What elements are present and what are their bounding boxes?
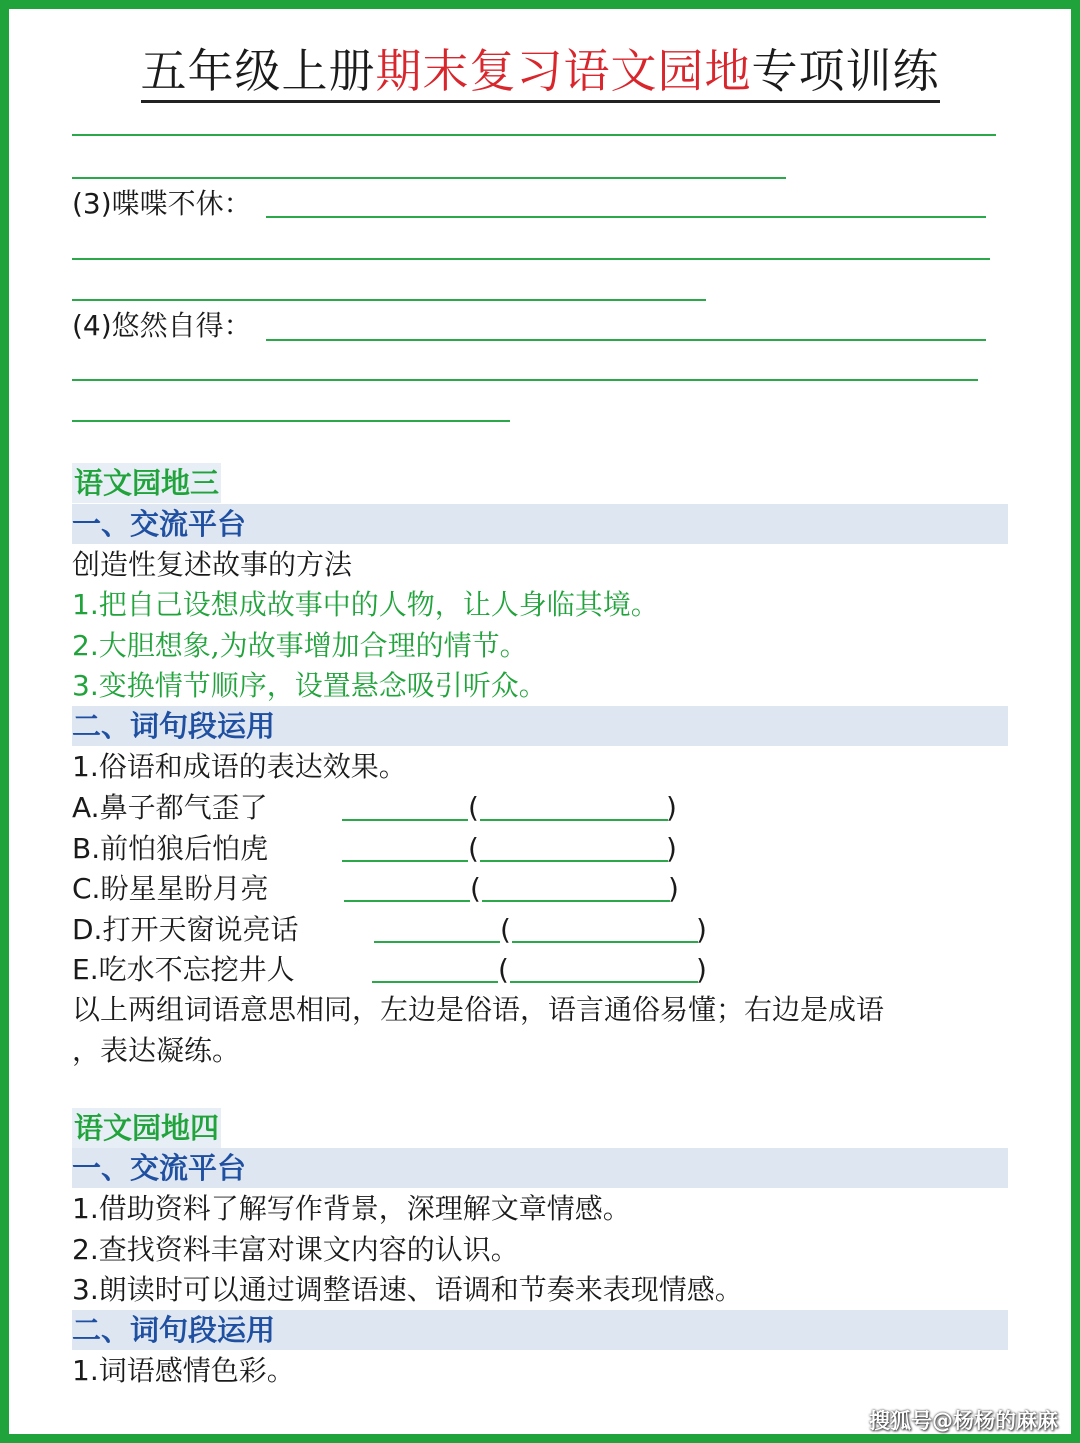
method-intro: 创造性复述故事的方法 bbox=[72, 548, 353, 581]
idiom-meaning-blank[interactable] bbox=[480, 819, 668, 821]
idiom-answer-blank[interactable] bbox=[374, 941, 500, 943]
item-number: 1. bbox=[72, 588, 99, 621]
idiom-answer-blank[interactable] bbox=[372, 981, 498, 983]
summary-text-line2: ，表达凝练。 bbox=[72, 1034, 241, 1067]
question-label: 悠然自得： bbox=[111, 309, 252, 342]
page-title bbox=[0, 36, 1080, 106]
item-number: 3. bbox=[72, 1273, 99, 1306]
title-part-grade: 五年级上册 bbox=[140, 44, 376, 98]
item-number: 1. bbox=[72, 1192, 99, 1225]
idiom-meaning-blank[interactable] bbox=[512, 941, 698, 943]
item-text: 吃水不忘挖井人 bbox=[98, 953, 295, 986]
item-number: 1. bbox=[72, 1354, 99, 1387]
item-letter: E. bbox=[72, 953, 99, 986]
idiom-label bbox=[72, 950, 295, 990]
item-text: 词语感情色彩。 bbox=[98, 1354, 295, 1387]
summary-text-line1: 以上两组词语意思相同，左边是俗语，语言通俗易懂；右边是成语 bbox=[72, 993, 885, 1026]
idiom-meaning-blank[interactable] bbox=[480, 860, 668, 862]
close-paren: ) bbox=[668, 872, 679, 905]
question-4 bbox=[72, 306, 252, 346]
point-item bbox=[72, 1189, 631, 1229]
answer-line[interactable] bbox=[72, 420, 510, 422]
idiom-label bbox=[72, 869, 268, 909]
answer-line[interactable] bbox=[72, 177, 786, 179]
task-heading bbox=[72, 1351, 295, 1391]
idiom-answer-blank[interactable] bbox=[344, 900, 470, 902]
idiom-answer-blank[interactable] bbox=[342, 819, 468, 821]
answer-line[interactable] bbox=[72, 299, 706, 301]
question-number: (3) bbox=[72, 187, 112, 220]
method-item bbox=[72, 585, 659, 625]
point-item bbox=[72, 1230, 519, 1270]
title-part-topic: 期末复习语文园地 bbox=[375, 44, 752, 98]
answer-line[interactable] bbox=[72, 379, 978, 381]
idiom-label bbox=[72, 788, 268, 828]
idiom-label bbox=[72, 829, 268, 869]
item-letter: A. bbox=[72, 791, 100, 824]
item-number: 1. bbox=[72, 750, 99, 783]
open-paren: ( bbox=[468, 832, 479, 865]
section-heading-garden-3: 语文园地三 bbox=[72, 463, 221, 503]
idiom-meaning-blank[interactable] bbox=[482, 900, 670, 902]
idiom-meaning-blank[interactable] bbox=[510, 981, 698, 983]
item-number: 3. bbox=[72, 669, 99, 702]
item-text: 变换情节顺序，设置悬念吸引听众。 bbox=[98, 669, 547, 702]
close-paren: ) bbox=[696, 913, 707, 946]
question-3 bbox=[72, 184, 252, 224]
question-label: 喋喋不休： bbox=[111, 187, 252, 220]
close-paren: ) bbox=[696, 953, 707, 986]
idiom-label bbox=[72, 910, 298, 950]
close-paren: ) bbox=[666, 791, 677, 824]
subsection-band-usage: 二、词句段运用 bbox=[72, 706, 1008, 746]
point-item bbox=[72, 1270, 743, 1310]
item-number: 2. bbox=[72, 1233, 99, 1266]
open-paren: ( bbox=[498, 953, 509, 986]
question-number: (4) bbox=[72, 309, 112, 342]
item-text: 大胆想象,为故事增加合理的情节。 bbox=[98, 629, 528, 662]
section-heading-garden-4: 语文园地四 bbox=[72, 1108, 221, 1148]
item-text: 把自己设想成故事中的人物，让人身临其境。 bbox=[98, 588, 659, 621]
item-text: 借助资料了解写作背景，深理解文章情感。 bbox=[98, 1192, 631, 1225]
subsection-band-exchange: 一、交流平台 bbox=[72, 504, 1008, 544]
answer-line[interactable] bbox=[266, 216, 986, 218]
item-text: 查找资料丰富对课文内容的认识。 bbox=[98, 1233, 519, 1266]
title-part-training: 专项训练 bbox=[751, 44, 940, 98]
close-paren: ) bbox=[666, 832, 677, 865]
idiom-answer-blank[interactable] bbox=[342, 860, 468, 862]
open-paren: ( bbox=[500, 913, 511, 946]
answer-line[interactable] bbox=[72, 258, 990, 260]
open-paren: ( bbox=[468, 791, 479, 824]
subsection-band-exchange: 一、交流平台 bbox=[72, 1148, 1008, 1188]
open-paren: ( bbox=[470, 872, 481, 905]
answer-line[interactable] bbox=[266, 339, 986, 341]
item-text: 朗读时可以通过调整语速、语调和节奏来表现情感。 bbox=[98, 1273, 743, 1306]
item-letter: D. bbox=[72, 913, 103, 946]
item-text: 鼻子都气歪了 bbox=[99, 791, 268, 824]
method-item bbox=[72, 666, 547, 706]
item-text: 俗语和成语的表达效果。 bbox=[98, 750, 407, 783]
item-text: 盼星星盼月亮 bbox=[100, 872, 269, 905]
answer-line[interactable] bbox=[72, 134, 996, 136]
method-item bbox=[72, 626, 528, 666]
item-text: 打开天窗说亮话 bbox=[102, 913, 299, 946]
item-text: 前怕狼后怕虎 bbox=[100, 832, 269, 865]
subsection-band-usage: 二、词句段运用 bbox=[72, 1310, 1008, 1350]
watermark: 搜狐号@杨杨的麻麻 bbox=[869, 1409, 1058, 1433]
item-number: 2. bbox=[72, 629, 99, 662]
task-heading bbox=[72, 747, 407, 787]
item-letter: C. bbox=[72, 872, 101, 905]
item-letter: B. bbox=[72, 832, 101, 865]
